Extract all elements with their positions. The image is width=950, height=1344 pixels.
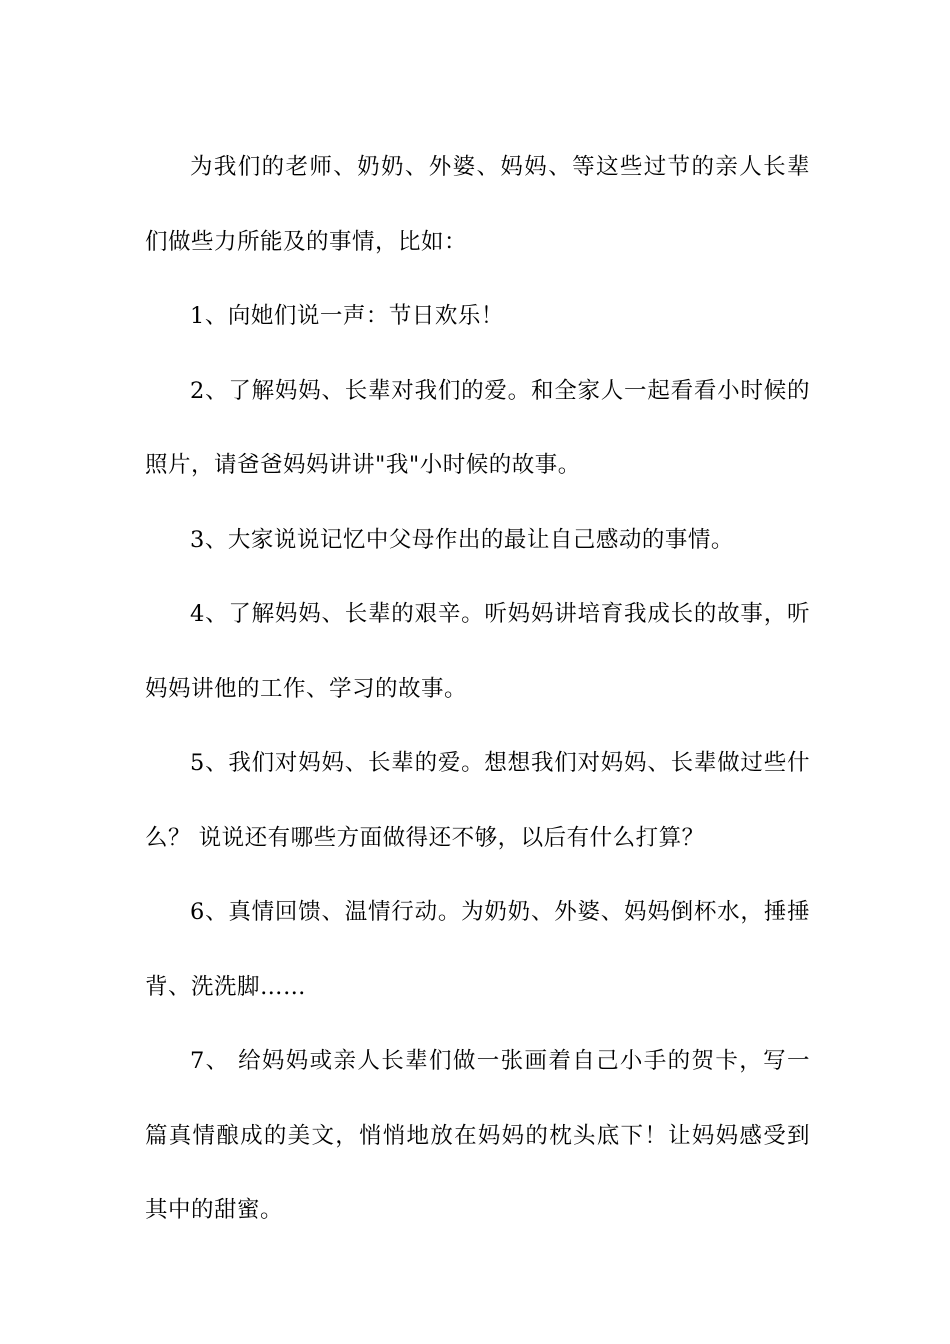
- list-item-7: 7、 给妈妈或亲人长辈们做一张画着自己小手的贺卡，写一篇真情酿成的美文，悄悄地放在妈妈的枕头底下！让妈妈感受到其中的甜蜜。: [145, 1048, 810, 1223]
- document-body: [145, 130, 810, 1248]
- list-item-5: 5、我们对妈妈、长辈的爱。想想我们对妈妈、长辈做过些什么？ 说说还有哪些方面做得还不够，以后有什么打算？: [145, 750, 810, 851]
- list-item-1: 1、向她们说一声：节日欢乐！: [190, 303, 504, 329]
- intro-paragraph: 为我们的老师、奶奶、外婆、妈妈、等这些过节的亲人长辈们做些力所能及的事情，比如：: [145, 154, 810, 255]
- list-item-6: 6、真情回馈、温情行动。为奶奶、外婆、妈妈倒杯水，捶捶背、洗洗脚……: [145, 899, 810, 1000]
- list-item-2: 2、了解妈妈、长辈对我们的爱。和全家人一起看看小时候的照片，请爸爸妈妈讲讲"我"小时候的故事。: [145, 377, 810, 478]
- list-item-3: 3、大家说说记忆中父母作出的最让自己感动的事情。: [190, 526, 734, 553]
- list-item-4: 4、了解妈妈、长辈的艰辛。听妈妈讲培育我成长的故事，听妈妈讲他的工作、学习的故事。: [145, 601, 810, 702]
